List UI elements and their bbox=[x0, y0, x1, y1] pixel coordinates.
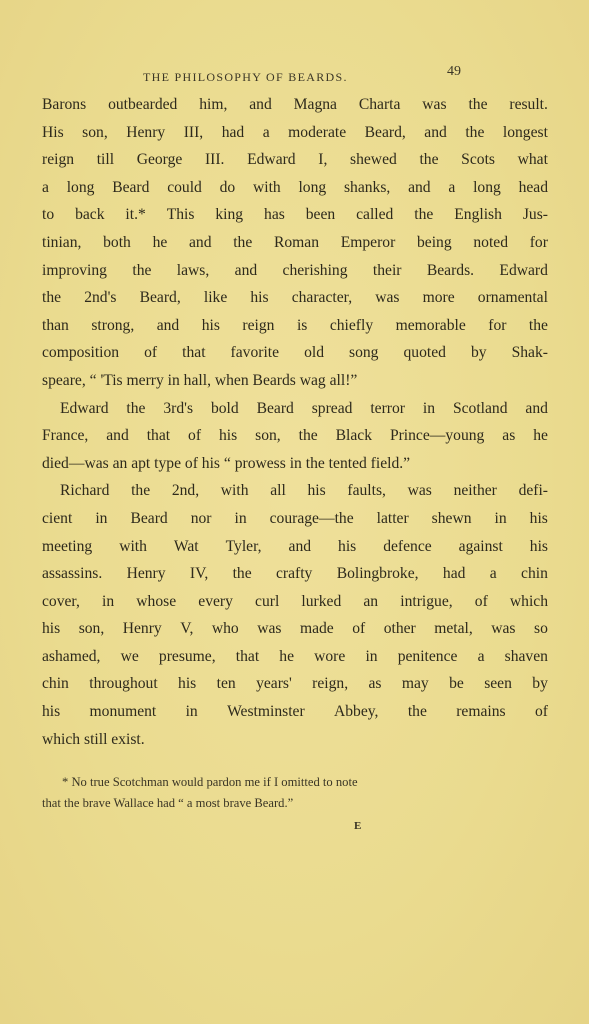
text-line: Richard the 2nd, with all his faults, was neither defi- bbox=[60, 482, 548, 500]
footnote bbox=[42, 772, 548, 814]
text-line: speare, “ 'Tis merry in hall, when Beards wag all!” bbox=[42, 371, 358, 389]
text-line: than strong, and his reign is chiefly memorable for the bbox=[42, 316, 548, 334]
text-line: France, and that of his son, the Black Prince—young as he bbox=[42, 427, 548, 445]
text-line: tinian, both he and the Roman Emperor being noted for bbox=[42, 233, 548, 251]
text-line: which still exist. bbox=[42, 730, 145, 748]
text-line: to back it.* This king has been called the English Jus- bbox=[42, 206, 548, 224]
text-line: the 2nd's Beard, like his character, was more ornamental bbox=[42, 289, 548, 307]
body-text bbox=[42, 91, 548, 753]
text-line: His son, Henry III, had a moderate Beard, and the longest bbox=[42, 123, 548, 141]
text-line: chin throughout his ten years' reign, as may be seen by bbox=[42, 675, 548, 693]
text-line: died—was an apt type of his “ prowess in the tented field.” bbox=[42, 454, 411, 472]
text-line: meeting with Wat Tyler, and his defence against his bbox=[42, 537, 548, 555]
running-title: THE PHILOSOPHY OF BEARDS. bbox=[143, 70, 348, 84]
page-number: 49 bbox=[447, 64, 461, 79]
text-line: Barons outbearded him, and Magna Charta was the result. bbox=[42, 96, 548, 113]
text-line: cient in Beard nor in courage—the latter shewn in his bbox=[42, 509, 548, 527]
text-line: cover, in whose every curl lurked an intrigue, of which bbox=[42, 592, 548, 610]
text-line: Edward the 3rd's bold Beard spread terror in Scotland and bbox=[60, 399, 548, 417]
signature-mark: E bbox=[354, 820, 362, 832]
footnote-line: * No true Scotchman would pardon me if I omitted to note bbox=[62, 775, 358, 789]
text-line: a long Beard could do with long shanks, and a long head bbox=[42, 178, 548, 196]
running-head bbox=[0, 64, 589, 90]
text-line: composition of that favorite old song quoted by Shak- bbox=[42, 344, 548, 362]
text-line: ashamed, we presume, that he wore in penitence a shaven bbox=[42, 647, 548, 665]
text-line: his son, Henry V, who was made of other metal, was so bbox=[42, 620, 548, 638]
footnote-line: that the brave Wallace had “ a most brave Beard.” bbox=[42, 796, 294, 810]
text-line: assassins. Henry IV, the crafty Bolingbroke, had a chin bbox=[42, 565, 548, 583]
text-line: reign till George III. Edward I, shewed the Scots what bbox=[42, 151, 548, 169]
text-line: improving the laws, and cherishing their Beards. Edward bbox=[42, 261, 548, 279]
text-line: his monument in Westminster Abbey, the remains of bbox=[42, 703, 548, 721]
